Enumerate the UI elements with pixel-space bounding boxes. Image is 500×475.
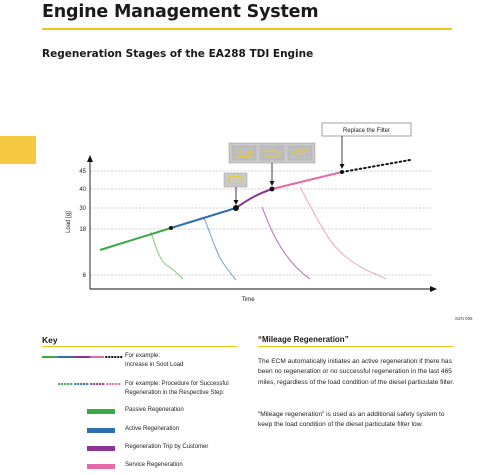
- mileage-paragraph-1: The ECM automatically initiates an active regeneration if there has been no regeneration or no successful regeneration in the last 465 miles, regardless of the load condition of the diesel particulate filter.: [258, 358, 455, 386]
- y-tick-45: 45: [79, 169, 86, 175]
- soot-load-active: [171, 208, 236, 228]
- point-active-customer: [233, 205, 239, 211]
- soot-load-service: [272, 172, 342, 189]
- point-passive-active: [169, 226, 173, 230]
- replace-filter-label: Replace the Filter: [342, 128, 391, 134]
- service-regen-drop: [300, 187, 386, 279]
- key-rule: [42, 346, 237, 347]
- label-customer: Regeneration Trip by Customer: [125, 444, 209, 450]
- point-replace-filter: [340, 170, 344, 174]
- x-axis-label: Time: [241, 297, 255, 303]
- label-passive: Passive Regeneration: [125, 407, 184, 413]
- label-service: Service Regeneration: [125, 462, 183, 468]
- soot-load-customer: [236, 189, 272, 208]
- y-tick-40: 40: [79, 187, 86, 193]
- y-axis-label: Load [g]: [66, 211, 72, 233]
- figure-code: S2N 098: [455, 316, 473, 321]
- key-line1-text: For example: Increase in Soot Load: [125, 353, 184, 368]
- y-axis-arrow: [87, 155, 93, 162]
- key-title: Key: [42, 335, 58, 345]
- soot-load-projection: [342, 160, 410, 172]
- active-regen-drop: [204, 218, 236, 280]
- label-active: Active Regeneration: [125, 426, 180, 432]
- swatch-service: [87, 464, 115, 469]
- key-line2-text: For example: Procedure for Successful Regeneration in the Respective Step:: [125, 381, 229, 396]
- mileage-paragraph-2: “Mileage regeneration” is used as an additional safety system to keep the load condition of the diesel particulate filter low.: [258, 411, 445, 429]
- y-tick-30: 30: [79, 206, 86, 212]
- page-subtitle: Regeneration Stages of the EA288 TDI Engine: [42, 48, 314, 60]
- passive-regen-drop: [151, 232, 183, 279]
- y-tick-18: 18: [79, 227, 86, 233]
- point-customer-service: [270, 187, 275, 192]
- customer-trip-drop: [262, 207, 310, 279]
- swatch-passive: [87, 409, 115, 414]
- mileage-title: “Mileage Regeneration”: [258, 335, 349, 344]
- swatch-active: [87, 428, 115, 433]
- page-title: Engine Management System: [42, 2, 319, 22]
- soot-load-passive: [100, 228, 171, 250]
- mileage-rule: [258, 346, 453, 347]
- swatch-customer: [87, 446, 115, 451]
- x-axis-arrow: [430, 286, 437, 292]
- y-tick-6: 6: [82, 273, 86, 279]
